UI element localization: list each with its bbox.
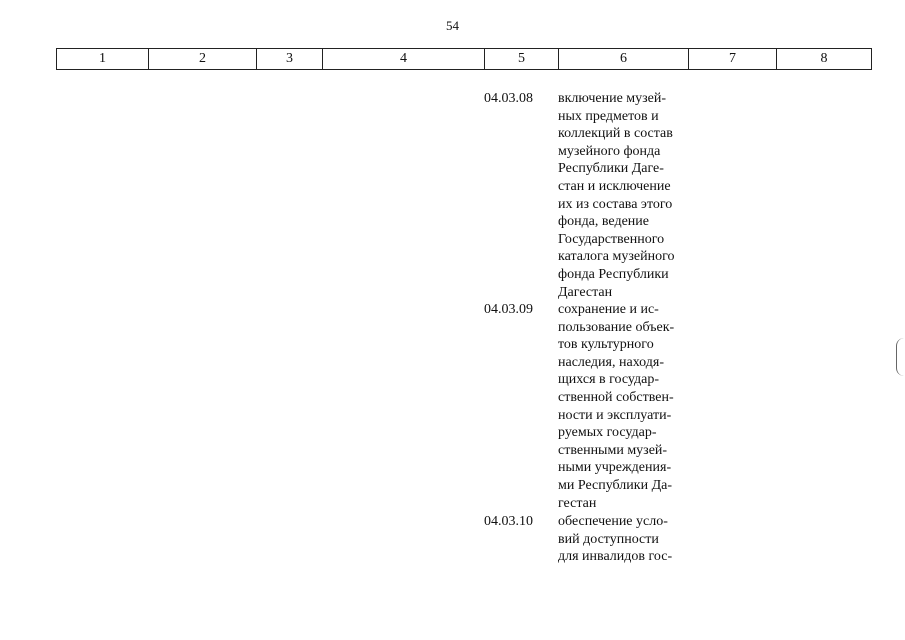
column-header-8: 8 <box>776 49 872 69</box>
column-header-4: 4 <box>322 49 484 69</box>
row-description: сохранение и ис- пользование объек- тов культурного наследия, находя- щихся в государ- ственной собствен- ности и эксплуати- руемых государ- ственными музей- ными учреждения- ми Республики Да- гестан <box>558 302 675 511</box>
page-number: 54 <box>446 18 459 33</box>
scan-edge-bracket <box>896 338 905 376</box>
column-header-2: 2 <box>148 49 256 69</box>
column-header-3: 3 <box>256 49 322 69</box>
column-header-7: 7 <box>688 49 776 69</box>
column-header-5: 5 <box>484 49 558 69</box>
table-row <box>484 301 698 512</box>
row-code: 04.03.09 <box>484 302 533 317</box>
row-code: 04.03.08 <box>484 91 533 106</box>
column-header-1: 1 <box>56 49 148 69</box>
column-header-row <box>56 48 872 70</box>
row-code: 04.03.10 <box>484 514 533 529</box>
row-description: включение музей- ных предметов и коллекций в состав музейного фонда Республики Даге- стан и исключение их из состава этого фонда, ведение Государственного каталога музейного фонда Республики Дагестан <box>558 91 675 300</box>
column-header-6: 6 <box>558 49 688 69</box>
row-description: обеспечение усло- вий доступности для инвалидов гос- <box>558 514 673 565</box>
table-row <box>484 513 698 566</box>
table-row <box>484 90 698 301</box>
